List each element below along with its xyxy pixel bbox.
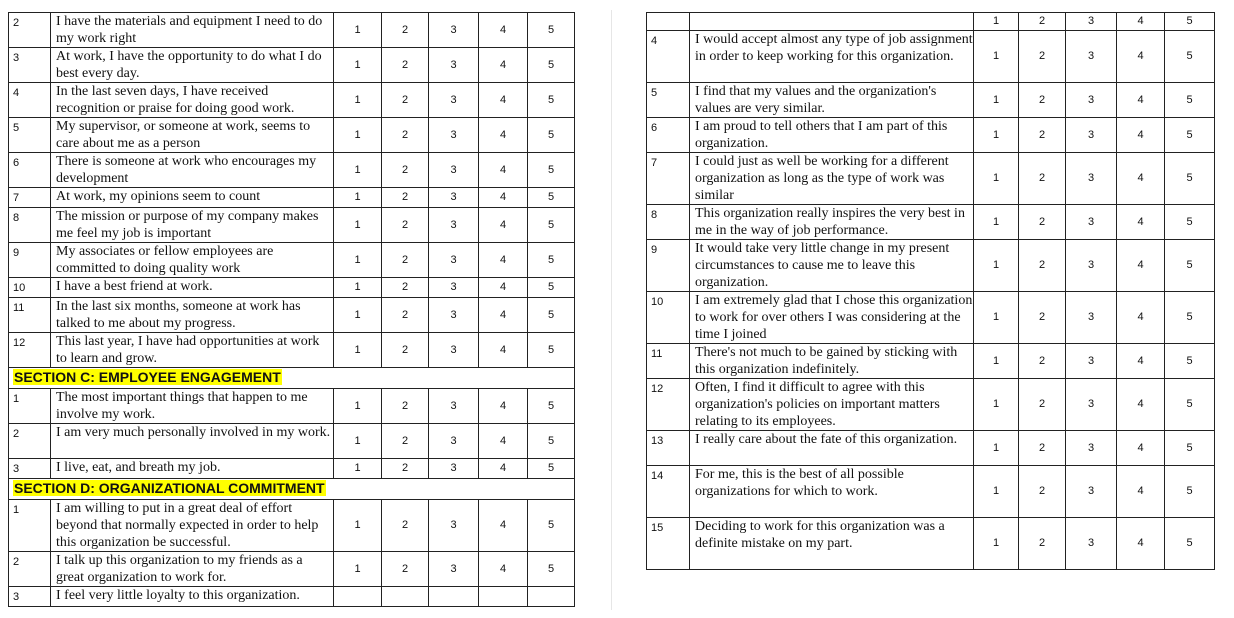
section-b-row (9, 333, 575, 368)
rating-option-5[interactable]: 5 (1165, 31, 1215, 83)
rating-option-1[interactable]: 1 (334, 83, 382, 118)
rating-option-2[interactable]: 2 (382, 48, 429, 83)
rating-option-5[interactable]: 5 (1165, 83, 1215, 118)
section-b-row (9, 153, 575, 188)
rating-option-5[interactable]: 5 (528, 243, 575, 278)
item-number: 13 (647, 431, 690, 466)
rating-option-1[interactable]: 1 (334, 208, 382, 243)
item-number: 7 (647, 153, 690, 205)
item-number: 3 (9, 48, 51, 83)
rating-option-5[interactable]: 5 (1165, 153, 1215, 205)
rating-option-3[interactable]: 3 (1066, 292, 1117, 344)
item-statement: I have the materials and equipment I need to do my work right (51, 13, 334, 48)
rating-option-1[interactable]: 1 (974, 31, 1019, 83)
rating-option-2[interactable]: 2 (1019, 379, 1066, 431)
section-c-heading (9, 368, 575, 389)
section-b-row (9, 188, 575, 208)
rating-option-5[interactable]: 5 (528, 188, 575, 208)
item-statement: At work, I have the opportunity to do what I do best every day. (51, 48, 334, 83)
column-divider (611, 10, 612, 610)
rating-option-3[interactable]: 3 (429, 188, 479, 208)
item-statement: I really care about the fate of this organization. (690, 431, 974, 466)
rating-option-1[interactable]: 1 (334, 278, 382, 298)
rating-option-5[interactable]: 5 (1165, 240, 1215, 292)
rating-option-5[interactable]: 5 (1165, 205, 1215, 240)
rating-option-1[interactable]: 1 (334, 118, 382, 153)
section-d-row (647, 205, 1215, 240)
rating-option-2[interactable]: 2 (382, 298, 429, 333)
rating-option-2[interactable]: 2 (1019, 83, 1066, 118)
rating-header-4: 4 (1117, 13, 1165, 31)
rating-option-5[interactable]: 5 (528, 552, 575, 587)
rating-option-4[interactable]: 4 (479, 459, 528, 479)
rating-option-2[interactable]: 2 (1019, 153, 1066, 205)
rating-option-4[interactable]: 4 (1117, 518, 1165, 570)
item-number: 15 (647, 518, 690, 570)
left-questionnaire-panel (8, 12, 574, 607)
item-number: 2 (9, 424, 51, 459)
rating-option-5[interactable]: 5 (1165, 379, 1215, 431)
section-d-row (647, 118, 1215, 153)
item-number: 10 (9, 278, 51, 298)
rating-option-3[interactable]: 3 (429, 278, 479, 298)
rating-option-3[interactable]: 3 (429, 83, 479, 118)
section-b-row (9, 83, 575, 118)
item-number: 5 (9, 118, 51, 153)
item-statement: I live, eat, and breath my job. (51, 459, 334, 479)
rating-option-4[interactable]: 4 (1117, 153, 1165, 205)
rating-option-2[interactable]: 2 (1019, 292, 1066, 344)
item-number: 1 (9, 389, 51, 424)
section-d-heading (9, 479, 575, 500)
rating-option-3[interactable]: 3 (1066, 205, 1117, 240)
rating-option-3[interactable]: 3 (1066, 240, 1117, 292)
item-number: 9 (9, 243, 51, 278)
rating-option-2[interactable]: 2 (382, 552, 429, 587)
item-statement: Often, I find it difficult to agree with this organization's policies on important matters relating to its employees. (690, 379, 974, 431)
rating-option-2[interactable]: 2 (382, 118, 429, 153)
rating-option-4[interactable]: 4 (1117, 83, 1165, 118)
rating-option-1[interactable]: 1 (334, 188, 382, 208)
rating-option-5[interactable]: 5 (1165, 431, 1215, 466)
rating-option-3[interactable]: 3 (1066, 466, 1117, 518)
rating-option-1[interactable]: 1 (334, 333, 382, 368)
item-statement: There's not much to be gained by sticking with this organization indefinitely. (690, 344, 974, 379)
rating-option-2[interactable]: 2 (382, 278, 429, 298)
rating-option-5[interactable]: 5 (1165, 292, 1215, 344)
section-b-row (9, 298, 575, 333)
section-d-row (647, 153, 1215, 205)
rating-option-3[interactable]: 3 (429, 298, 479, 333)
rating-option-5[interactable]: 5 (528, 333, 575, 368)
rating-option-4[interactable]: 4 (1117, 292, 1165, 344)
item-number: 10 (647, 292, 690, 344)
section-c-row (9, 459, 575, 479)
rating-option-1[interactable]: 1 (974, 466, 1019, 518)
rating-option-3[interactable]: 3 (429, 333, 479, 368)
section-title: SECTION D: ORGANIZATIONAL COMMITMENT (14, 480, 325, 496)
rating-option-2[interactable]: 2 (1019, 466, 1066, 518)
section-d-row (647, 466, 1215, 518)
rating-option-1[interactable]: 1 (334, 424, 382, 459)
rating-option-2[interactable]: 2 (382, 333, 429, 368)
rating-option-4[interactable]: 4 (1117, 205, 1165, 240)
item-number: 8 (647, 205, 690, 240)
rating-option-2[interactable]: 2 (1019, 518, 1066, 570)
right-questionnaire-panel (646, 12, 1214, 570)
item-number: 5 (647, 83, 690, 118)
section-d-row (647, 518, 1215, 570)
rating-option-1[interactable]: 1 (334, 298, 382, 333)
rating-option-5[interactable]: 5 (528, 208, 575, 243)
item-number: 3 (9, 587, 51, 607)
item-statement: I talk up this organization to my friends as a great organization to work for. (51, 552, 334, 587)
item-number: 12 (9, 333, 51, 368)
item-statement: Deciding to work for this organization was a definite mistake on my part. (690, 518, 974, 570)
rating-option-2[interactable]: 2 (1019, 431, 1066, 466)
rating-option-5[interactable]: 5 (528, 424, 575, 459)
item-number: 11 (9, 298, 51, 333)
rating-header-row (647, 13, 1215, 31)
section-c-heading-cell (9, 368, 575, 389)
rating-option-2[interactable]: 2 (382, 500, 429, 552)
rating-option-4[interactable]: 4 (1117, 431, 1165, 466)
rating-option-2[interactable]: 2 (1019, 118, 1066, 153)
item-number: 8 (9, 208, 51, 243)
rating-option-1[interactable]: 1 (974, 205, 1019, 240)
section-d-row (647, 379, 1215, 431)
section-d-row (647, 344, 1215, 379)
rating-option-4[interactable]: 4 (479, 153, 528, 188)
section-d-row (9, 587, 575, 607)
left-questionnaire-table (8, 12, 575, 607)
rating-option-4[interactable]: 4 (479, 243, 528, 278)
rating-option-3[interactable]: 3 (429, 153, 479, 188)
item-number: 6 (9, 153, 51, 188)
section-d-row (647, 431, 1215, 466)
item-statement: I am extremely glad that I chose this organization to work for over others I was considering at the time I joined (690, 292, 974, 344)
rating-option-5[interactable]: 5 (1165, 518, 1215, 570)
rating-option-3[interactable]: 3 (429, 13, 479, 48)
rating-header-3: 3 (1066, 13, 1117, 31)
item-statement: This organization really inspires the very best in me in the way of job performance. (690, 205, 974, 240)
item-statement: I am willing to put in a great deal of effort beyond that normally expected in order to help this organization be successful. (51, 500, 334, 552)
item-number: 2 (9, 552, 51, 587)
item-statement: I have a best friend at work. (51, 278, 334, 298)
item-statement: It would take very little change in my present circumstances to cause me to leave this organization. (690, 240, 974, 292)
rating-option-4[interactable]: 4 (1117, 31, 1165, 83)
rating-option-3[interactable]: 3 (429, 48, 479, 83)
section-d-row (647, 83, 1215, 118)
rating-option-5[interactable]: 5 (1165, 118, 1215, 153)
item-statement: This last year, I have had opportunities at work to learn and grow. (51, 333, 334, 368)
section-d-row (647, 292, 1215, 344)
rating-option-2[interactable]: 2 (382, 389, 429, 424)
rating-option-4[interactable]: 4 (479, 278, 528, 298)
rating-option-4[interactable]: 4 (1117, 344, 1165, 379)
rating-option-3[interactable]: 3 (1066, 431, 1117, 466)
rating-option-5[interactable]: 5 (528, 13, 575, 48)
rating-option-1[interactable]: 1 (334, 459, 382, 479)
rating-option-1[interactable]: 1 (974, 344, 1019, 379)
header-empty-cell (690, 13, 974, 31)
rating-option-1[interactable]: 1 (974, 240, 1019, 292)
rating-option-5[interactable]: 5 (1165, 344, 1215, 379)
rating-option-4[interactable]: 4 (479, 208, 528, 243)
item-statement: In the last seven days, I have received recognition or praise for doing good work. (51, 83, 334, 118)
rating-option-5[interactable]: 5 (528, 389, 575, 424)
section-b-row (9, 278, 575, 298)
section-c-row (9, 424, 575, 459)
section-d-row (647, 240, 1215, 292)
item-statement: The mission or purpose of my company makes me feel my job is important (51, 208, 334, 243)
item-statement: My supervisor, or someone at work, seems to care about me as a person (51, 118, 334, 153)
rating-option-4[interactable]: 4 (479, 118, 528, 153)
rating-option-4[interactable]: 4 (1117, 118, 1165, 153)
item-statement: The most important things that happen to me involve my work. (51, 389, 334, 424)
item-statement: I find that my values and the organization's values are very similar. (690, 83, 974, 118)
rating-option-2[interactable]: 2 (1019, 205, 1066, 240)
item-number: 3 (9, 459, 51, 479)
rating-option-2[interactable] (382, 587, 429, 607)
item-number: 9 (647, 240, 690, 292)
rating-option-1[interactable]: 1 (334, 552, 382, 587)
rating-option-5[interactable]: 5 (528, 500, 575, 552)
rating-option-4[interactable]: 4 (1117, 240, 1165, 292)
rating-option-4[interactable]: 4 (479, 83, 528, 118)
rating-option-1[interactable]: 1 (974, 153, 1019, 205)
rating-option-3[interactable]: 3 (429, 243, 479, 278)
rating-option-4[interactable] (479, 587, 528, 607)
rating-option-1[interactable]: 1 (334, 48, 382, 83)
item-statement: I could just as well be working for a different organization as long as the type of work was similar (690, 153, 974, 205)
section-d-row (9, 500, 575, 552)
rating-option-3[interactable]: 3 (429, 118, 479, 153)
rating-option-4[interactable]: 4 (479, 333, 528, 368)
item-number: 14 (647, 466, 690, 518)
rating-option-4[interactable]: 4 (479, 48, 528, 83)
item-number: 1 (9, 500, 51, 552)
rating-option-3[interactable]: 3 (429, 500, 479, 552)
rating-option-4[interactable]: 4 (479, 389, 528, 424)
right-questionnaire-table (646, 12, 1215, 570)
section-b-row (9, 208, 575, 243)
item-number: 12 (647, 379, 690, 431)
rating-option-3[interactable]: 3 (1066, 31, 1117, 83)
rating-option-5[interactable]: 5 (528, 83, 575, 118)
rating-option-1[interactable]: 1 (974, 431, 1019, 466)
rating-option-5[interactable]: 5 (528, 278, 575, 298)
rating-option-4[interactable]: 4 (479, 552, 528, 587)
item-statement: I am proud to tell others that I am part of this organization. (690, 118, 974, 153)
rating-option-4[interactable]: 4 (479, 13, 528, 48)
rating-option-1[interactable]: 1 (974, 518, 1019, 570)
item-number: 11 (647, 344, 690, 379)
rating-option-2[interactable]: 2 (382, 153, 429, 188)
rating-option-1[interactable]: 1 (334, 389, 382, 424)
item-statement: My associates or fellow employees are committed to doing quality work (51, 243, 334, 278)
rating-option-1[interactable]: 1 (974, 379, 1019, 431)
rating-option-5[interactable]: 5 (528, 153, 575, 188)
rating-option-4[interactable]: 4 (1117, 379, 1165, 431)
rating-option-4[interactable]: 4 (479, 188, 528, 208)
item-number: 4 (647, 31, 690, 83)
rating-option-4[interactable]: 4 (479, 298, 528, 333)
rating-option-2[interactable]: 2 (382, 208, 429, 243)
rating-option-3[interactable]: 3 (1066, 83, 1117, 118)
item-statement: I am very much personally involved in my work. (51, 424, 334, 459)
rating-option-5[interactable]: 5 (528, 118, 575, 153)
rating-option-5[interactable]: 5 (528, 459, 575, 479)
rating-option-1[interactable]: 1 (974, 118, 1019, 153)
rating-option-5[interactable]: 5 (528, 298, 575, 333)
rating-option-1[interactable]: 1 (334, 243, 382, 278)
rating-option-2[interactable]: 2 (382, 243, 429, 278)
rating-option-3[interactable]: 3 (429, 208, 479, 243)
rating-option-5[interactable]: 5 (1165, 466, 1215, 518)
section-d-heading-cell (9, 479, 575, 500)
rating-option-4[interactable]: 4 (1117, 466, 1165, 518)
rating-option-2[interactable]: 2 (382, 83, 429, 118)
item-statement: At work, my opinions seem to count (51, 188, 334, 208)
rating-option-5[interactable] (528, 587, 575, 607)
item-number: 7 (9, 188, 51, 208)
rating-option-2[interactable]: 2 (382, 459, 429, 479)
section-c-row (9, 389, 575, 424)
section-b-row (9, 13, 575, 48)
item-statement: There is someone at work who encourages my development (51, 153, 334, 188)
item-number: 4 (9, 83, 51, 118)
rating-option-3[interactable] (429, 587, 479, 607)
rating-option-1[interactable] (334, 587, 382, 607)
section-d-row (9, 552, 575, 587)
rating-option-2[interactable]: 2 (382, 188, 429, 208)
section-b-row (9, 243, 575, 278)
item-statement: I would accept almost any type of job assignment in order to keep working for this organization. (690, 31, 974, 83)
rating-option-3[interactable]: 3 (429, 424, 479, 459)
rating-option-5[interactable]: 5 (528, 48, 575, 83)
header-empty-cell (647, 13, 690, 31)
rating-option-1[interactable]: 1 (974, 83, 1019, 118)
rating-option-2[interactable]: 2 (382, 424, 429, 459)
rating-option-4[interactable]: 4 (479, 500, 528, 552)
rating-option-1[interactable]: 1 (334, 500, 382, 552)
rating-option-1[interactable]: 1 (334, 153, 382, 188)
section-b-row (9, 118, 575, 153)
rating-option-2[interactable]: 2 (1019, 240, 1066, 292)
rating-header-2: 2 (1019, 13, 1066, 31)
rating-option-3[interactable]: 3 (429, 552, 479, 587)
rating-option-3[interactable]: 3 (1066, 379, 1117, 431)
rating-option-3[interactable]: 3 (1066, 118, 1117, 153)
section-title: SECTION C: EMPLOYEE ENGAGEMENT (14, 369, 281, 385)
item-statement: I feel very little loyalty to this organization. (51, 587, 334, 607)
rating-option-3[interactable]: 3 (1066, 344, 1117, 379)
rating-option-1[interactable]: 1 (334, 13, 382, 48)
item-statement: In the last six months, someone at work has talked to me about my progress. (51, 298, 334, 333)
rating-option-3[interactable]: 3 (429, 459, 479, 479)
rating-option-3[interactable]: 3 (1066, 153, 1117, 205)
rating-option-3[interactable]: 3 (1066, 518, 1117, 570)
section-b-row (9, 48, 575, 83)
rating-header-5: 5 (1165, 13, 1215, 31)
rating-option-4[interactable]: 4 (479, 424, 528, 459)
rating-header-1: 1 (974, 13, 1019, 31)
item-statement: For me, this is the best of all possible organizations for which to work. (690, 466, 974, 518)
rating-option-2[interactable]: 2 (382, 13, 429, 48)
item-number: 6 (647, 118, 690, 153)
rating-option-2[interactable]: 2 (1019, 344, 1066, 379)
rating-option-2[interactable]: 2 (1019, 31, 1066, 83)
rating-option-1[interactable]: 1 (974, 292, 1019, 344)
section-d-row (647, 31, 1215, 83)
rating-option-3[interactable]: 3 (429, 389, 479, 424)
item-number: 2 (9, 13, 51, 48)
